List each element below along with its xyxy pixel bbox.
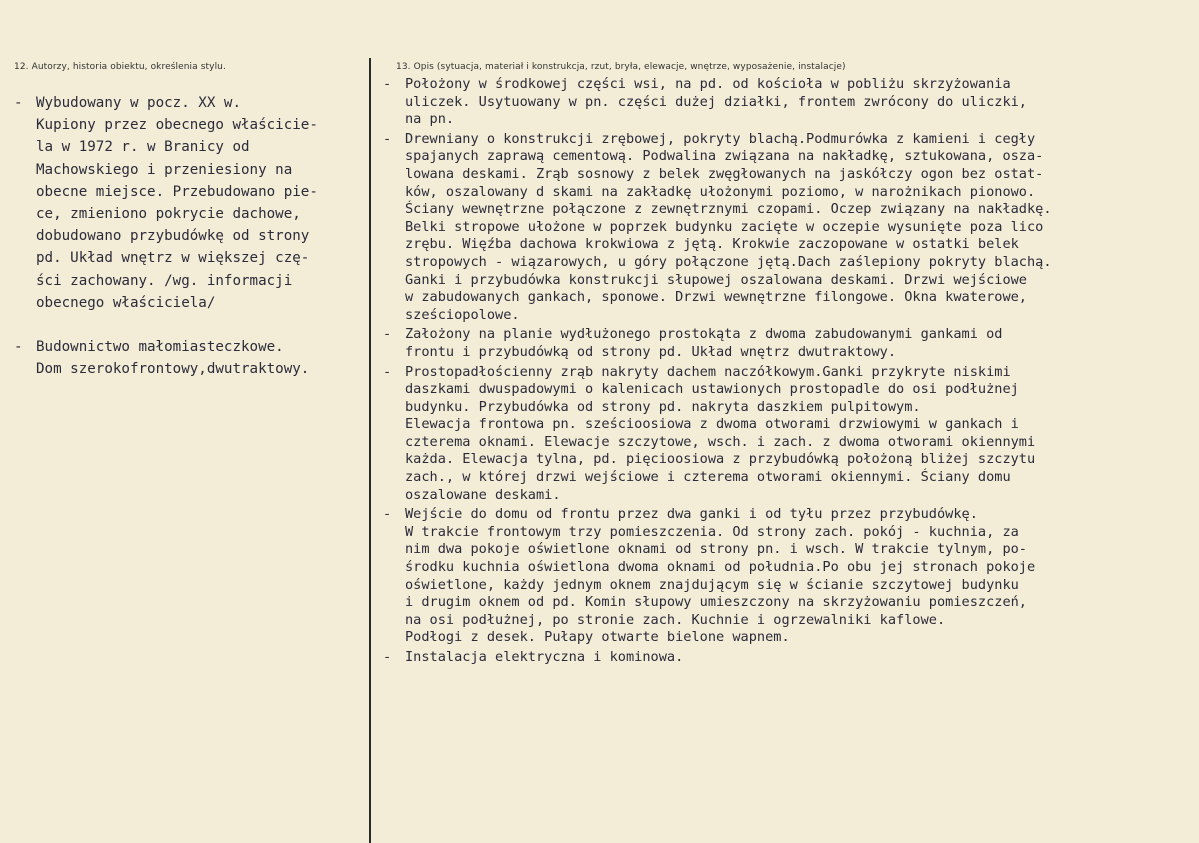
- text-line: na pn.: [405, 111, 455, 128]
- text-line: Drewniany o konstrukcji zrębowej, pokryty blachą.Podmurówka z kamieni i cegły: [405, 130, 1036, 147]
- column-divider: [369, 58, 371, 843]
- text-line: nim dwa pokoje oświetlone oknami od strony pn. i wsch. W trakcie tylnym, po-: [405, 541, 1027, 558]
- text-line: na osi podłużnej, po stronie zach. Kuchnie i ogrzewalniki kaflowe.: [405, 611, 946, 628]
- text-line: obecne miejsce. Przebudowano pie-: [36, 183, 318, 200]
- text-section: [383, 364, 1183, 505]
- text-line: i drugim oknem od pd. Komin słupowy umieszczony na skrzyżowaniu pomieszczeń,: [405, 594, 1027, 611]
- text-section: [383, 649, 1183, 667]
- text-section: [14, 336, 366, 380]
- text-line: lowana deskami. Zrąb sosnowy z belek zwęgłowanych na jaskółczy ogon bez ostat-: [405, 165, 1044, 182]
- text-line: Podłogi z desek. Pułapy otwarte bielone wapnem.: [405, 629, 790, 646]
- text-line: Machowskiego i przeniesiony na: [36, 161, 293, 178]
- text-line: ków, oszalowany d skami na zakładkę ułożonymi poziomo, w narożnikach pionowo.: [405, 183, 1036, 200]
- text-line: Założony na planie wydłużonego prostokąta z dwoma zabudowanymi gankami od: [405, 326, 1003, 343]
- text-section: [383, 131, 1183, 325]
- text-line: każda. Elewacja tylna, pd. pięcioosiowa z przybudówką położoną bliżej szczytu: [405, 451, 1036, 468]
- text-line: Dom szerokofrontowy,dwutraktowy.: [36, 361, 310, 378]
- right-column-header: 13. Opis (sytuacja, materiał i konstrukcja, rzut, bryła, elewacje, wnętrze, wyposażenie, instalacje): [396, 62, 846, 72]
- text-line: la w 1972 r. w Branicy od: [36, 139, 250, 156]
- text-line: Wybudowany w pocz. XX w.: [36, 95, 241, 111]
- text-section: [383, 76, 1183, 129]
- text-line: ce, zmieniono pokrycie dachowe,: [36, 206, 301, 223]
- text-line: Belki stropowe ułożone w poprzek budynku zacięte w oczepie wysunięte poza lico: [405, 218, 1044, 235]
- text-line: Ściany wewnętrzne połączone z zewnętrznymi czopami. Oczep związany na nakładkę.: [405, 201, 1052, 218]
- text-line: Prostopadłościenny zrąb nakryty dachem naczółkowym.Ganki przykryte niskimi: [405, 363, 1011, 380]
- text-line: oszalowane deskami.: [405, 486, 561, 503]
- text-line: oświetlone, każdy jednym oknem znajdującym się w ścianie szczytowej budynku: [405, 576, 1019, 593]
- left-column-header: 12. Autorzy, historia obiektu, określenia stylu.: [14, 62, 226, 72]
- text-line: budynku. Przybudówka od strony pd. nakryta daszkiem pulpitowym.: [405, 398, 921, 415]
- bullet-dash: -: [14, 95, 23, 111]
- text-line: spajanych zaprawą cementową. Podwalina związana na nakładkę, sztukowana, osza-: [405, 148, 1044, 165]
- bullet-dash: -: [383, 130, 392, 147]
- text-line: obecnego właściciela/: [36, 294, 216, 311]
- text-line: dobudowano przybudówkę od strony: [36, 228, 310, 245]
- text-line: ści zachowany. /wg. informacji: [36, 272, 293, 289]
- text-line: Budownictwo małomiasteczkowe.: [36, 339, 284, 356]
- history-column: [14, 92, 366, 380]
- description-column: [383, 76, 1183, 667]
- text-line: Położony w środkowej części wsi, na pd. od kościoła w pobliżu skrzyżowania: [405, 76, 1011, 92]
- text-line: sześciopolowe.: [405, 306, 520, 323]
- bullet-dash: -: [14, 339, 23, 356]
- text-line: czterema oknami. Elewacje szczytowe, wsch. i zach. z dwoma otworami okiennymi: [405, 433, 1036, 450]
- text-line: zrębu. Więźba dachowa krokwiowa z jętą. Krokwie zaczopowane w ostatki belek: [405, 236, 1019, 253]
- text-line: Instalacja elektryczna i kominowa.: [405, 649, 684, 665]
- text-line: Ganki i przybudówka konstrukcji słupowej oszalowana deskami. Drzwi wejściowe: [405, 271, 1027, 288]
- bullet-dash: -: [383, 506, 392, 523]
- bullet-dash: -: [383, 649, 392, 665]
- text-line: uliczek. Usytuowany w pn. części dużej działki, frontem zwrócony do uliczki,: [405, 93, 1027, 110]
- text-line: Kupiony przez obecnego właściciе-: [36, 117, 318, 134]
- text-line: środku kuchnia oświetlona dwoma oknami od południa.Po obu jej stronach pokoje: [405, 559, 1036, 576]
- text-line: zach., w której drzwi wejściowe i czterema otworami okiennymi. Ściany domu: [405, 469, 1011, 486]
- text-line: Wejście do domu od frontu przez dwa ganki i od tyłu przez przybudówkę.: [405, 506, 978, 523]
- text-line: stropowych - wiązarowych, u góry połączone jętą.Dach zaślepiony pokryty blachą.: [405, 253, 1052, 270]
- text-section: [383, 326, 1183, 361]
- text-section: [14, 92, 366, 314]
- text-line: pd. Układ wnętrz w większej czę-: [36, 250, 310, 267]
- text-section: [383, 506, 1183, 647]
- text-line: frontu i przybudówką od strony pd. Układ wnętrz dwutraktowy.: [405, 343, 897, 360]
- bullet-dash: -: [383, 326, 392, 343]
- text-line: daszkami dwuspadowymi o kalenicach ustawionych prostopadle do osi podłużnej: [405, 381, 1019, 398]
- text-line: w zabudowanych gankach, sponowe. Drzwi wewnętrzne filongowe. Okna kwaterowe,: [405, 289, 1027, 306]
- bullet-dash: -: [383, 76, 392, 92]
- text-line: Elewacja frontowa pn. sześcioosiowa z dwoma otworami drzwiowymi w gankach i: [405, 416, 1019, 433]
- text-line: W trakcie frontowym trzy pomieszczenia. Od strony zach. pokój - kuchnia, za: [405, 523, 1019, 540]
- bullet-dash: -: [383, 363, 392, 380]
